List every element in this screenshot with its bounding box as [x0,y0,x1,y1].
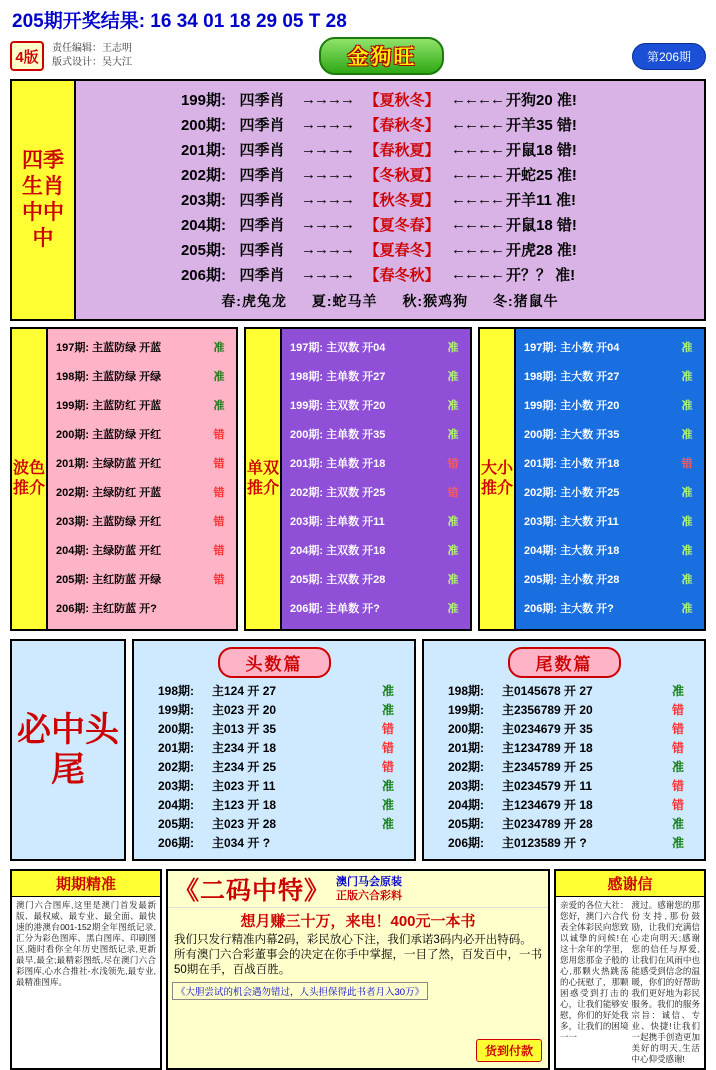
list-item [140,739,408,758]
row-period: 202期: [157,760,194,774]
tip-text: 203期: 主单数 开11 [290,516,385,528]
row-result: 开鼠18 错! [506,142,577,159]
column-oddeven-tips [244,327,472,631]
row-pick: 【夏秋冬】 [364,92,440,109]
tip-text: 205期: 主红防蓝 开绿 [56,574,162,586]
row-value: 主123 开 18 [212,798,277,812]
row-period: 203期: [157,779,194,793]
tip-status: 错 [213,516,225,528]
column-bigsmall-tips [478,327,706,631]
tip-status: 错 [213,458,225,470]
row-result: 开羊11 准! [506,192,577,209]
list-item [430,701,698,720]
row-result: 开狗20 准! [506,92,577,109]
main-rows [76,81,704,319]
ad-middle-official: 正版六合彩料 [336,890,403,902]
list-item [140,758,408,777]
list-item [52,566,232,595]
row-value: 主0145678 开 27 [502,684,593,698]
tip-text: 203期: 主大数 开11 [524,516,619,528]
row-status: 错 [671,779,684,793]
tip-status: 错 [213,545,225,557]
head-tail-section [10,639,706,861]
row-period: 206期: [180,267,226,284]
list-item [286,595,466,624]
list-item [140,777,408,796]
row-value: 主2356789 开 20 [502,703,593,717]
tip-text: 203期: 主蓝防绿 开红 [56,516,162,528]
legend-autumn: 秋:猴鸡狗 [402,293,469,309]
tip-text: 202期: 主小数 开25 [524,487,620,499]
tip-text: 199期: 主小数 开20 [524,400,620,412]
row-pick: 【春冬秋】 [364,267,440,284]
tip-status: 准 [447,516,459,528]
list-item [52,421,232,450]
tip-text: 200期: 主蓝防绿 开红 [56,429,162,441]
list-item [140,815,408,834]
head-tail-side-title [10,639,126,861]
forecast-row [76,187,704,212]
head-tail-side-title-text: 必中头尾 [17,711,119,789]
row-label: 四季肖 [239,142,285,159]
tip-text: 204期: 主绿防蓝 开红 [56,545,162,557]
season-legend [76,287,704,317]
row-result: 开？？ 准! [506,267,576,284]
row-value: 主023 开 20 [212,703,277,717]
tip-text: 201期: 主绿防蓝 开红 [56,458,162,470]
row-period: 206期: [157,836,194,850]
bottom-ads [10,869,706,1070]
ad-right-title: 感谢信 [556,871,704,897]
list-item [52,450,232,479]
ad-right-col1: 亲爱的各位大社：您好，澳门六合代表全体彩民向您致以诚挚的问候!在这十余年的学里，您用您那金子般的心,那颗火热跳荡的心抚慰了，那颗困惑受到打击的心，让我们能够安慰，你们的好处我多，让我们的困境一一 [560,900,629,1042]
tip-status: 准 [447,603,459,615]
row-value: 主0123589 开 ? [502,836,587,850]
list-item [286,392,466,421]
row-value: 主0234679 开 35 [502,722,593,736]
tip-status: 准 [213,400,225,412]
list-item [52,537,232,566]
row-arrow-right: ←←←← [451,191,503,208]
ad-right [554,869,706,1070]
row-period: 201期: [180,142,226,159]
ad-left-body: 澳门六合图库,这里是澳门首发最新版、最权威、最专业、最全面、最快速的港澳台001-152期全年图纸记录,汇分为彩色图库、黑白图库、印刷图区,随时看你全年历史图纸记录,更新最早,最全;最精彩图纸,尽在澳门六合彩图库,心水合推社-水浅领先,最专业,最精准图库。 [16,900,156,987]
list-item [286,537,466,566]
row-status: 错 [671,703,684,717]
row-status: 准 [381,684,394,698]
tip-status: 错 [213,487,225,499]
ad-left-title: 期期精准 [12,871,160,897]
row-period: 201期: [157,741,194,755]
ad-middle-header-right [336,875,406,903]
row-label: 四季肖 [239,92,285,109]
row-status: 错 [381,741,394,755]
list-item [520,537,700,566]
tip-text: 206期: 主大数 开? [524,603,614,615]
tip-text: 197期: 主双数 开04 [290,342,386,354]
tip-status: 准 [447,342,459,354]
list-item [286,479,466,508]
row-arrow-left: →→→→ [301,116,353,133]
list-item [520,595,700,624]
row-status: 准 [671,836,684,850]
tip-text: 198期: 主蓝防绿 开绿 [56,371,162,383]
row-result: 开蛇25 准! [506,167,577,184]
row-status: 准 [671,684,684,698]
credit-editor: 责任编辑：王志明 [52,43,132,54]
row-value: 主2345789 开 25 [502,760,593,774]
list-item [286,363,466,392]
tip-text: 198期: 主单数 开27 [290,371,386,383]
tip-status: 准 [681,429,693,441]
row-period: 200期: [180,117,226,134]
forecast-row [76,162,704,187]
row-arrow-right: ←←←← [451,166,503,183]
ad-right-columns [560,900,700,1065]
row-arrow-right: ←←←← [451,216,503,233]
row-value: 主1234679 开 18 [502,798,593,812]
tip-status: 准 [447,400,459,412]
row-period: 199期: [157,703,194,717]
ad-middle-origin: 澳门马会原装 [336,876,403,888]
ad-right-col2: 渡过。感谢您的那份支持,那份鼓励，让我们充满信心走向明天;感谢您的信任与厚爱,让我们在风雨中也能感受到信念的温暖，你们的好帮助我们更好地为彩民服务。我们的服务宗旨：诚信、专业、快捷!让我们一起携手创造更加美好的明天,生活中心仰受感谢! [631,900,700,1064]
list-item [520,363,700,392]
tip-status: 准 [681,574,693,586]
row-label: 四季肖 [239,117,285,134]
column-title-oddeven: 单双推介 [246,329,282,629]
row-value: 主0234579 开 11 [502,779,593,793]
row-period: 200期: [447,722,484,736]
triple-columns [10,327,706,631]
page-number-badge: 4版 [10,41,44,71]
row-pick: 【夏冬春】 [364,217,440,234]
row-period: 204期: [447,798,484,812]
list-item [520,566,700,595]
row-status: 准 [381,703,394,717]
list-item [520,479,700,508]
logo-wrap [140,37,624,75]
row-value: 主0234789 开 28 [502,817,593,831]
tip-text: 200期: 主大数 开35 [524,429,620,441]
list-item [52,392,232,421]
tip-text: 201期: 主小数 开18 [524,458,620,470]
tip-status: 准 [681,516,693,528]
tip-status: 准 [681,487,693,499]
row-period: 202期: [447,760,484,774]
row-status: 错 [381,760,394,774]
ad-middle-body: 我们只发行精准内幕2码，彩民放心下注，我们承诺3码内必开出特码。所有澳门六合彩董事会的决定在你手中掌握，一目了然，百发百中，一书50期在手，百战百胜。 [174,934,542,976]
list-item [430,682,698,701]
tip-status: 准 [681,545,693,557]
row-period: 198期: [157,684,194,698]
list-item [52,508,232,537]
credits [52,42,132,70]
row-label: 四季肖 [239,267,285,284]
list-item [430,739,698,758]
forecast-row [76,137,704,162]
row-arrow-left: →→→→ [301,241,353,258]
ad-middle [166,869,550,1070]
tip-status: 错 [447,458,459,470]
ad-middle-subtitle: 想月赚三十万，来电！400元一本书 [240,913,476,930]
row-arrow-right: ←←←← [451,141,503,158]
tip-text: 202期: 主双数 开25 [290,487,386,499]
tip-status: 错 [213,429,225,441]
main-side-title-text: 四季生肖中中中 [22,149,64,250]
row-result: 开羊35 错! [506,117,577,134]
list-item [286,421,466,450]
tip-text: 198期: 主大数 开27 [524,371,620,383]
list-item [430,758,698,777]
forecast-row [76,237,704,262]
legend-summer: 夏:蛇马羊 [311,293,378,309]
row-period: 201期: [447,741,484,755]
list-item [286,334,466,363]
tip-text: 202期: 主绿防红 开蓝 [56,487,162,499]
top-bar [10,37,706,75]
issue-badge: 第206期 [632,43,706,70]
row-result: 开虎28 准! [506,242,577,259]
column-list-color [48,329,236,629]
forecast-row [76,112,704,137]
list-item [140,834,408,853]
tip-status: 准 [447,429,459,441]
tip-status: 准 [447,574,459,586]
tip-text: 197期: 主蓝防绿 开蓝 [56,342,162,354]
result-headline: 205期开奖结果: 16 34 01 18 29 05 T 28 [12,11,347,32]
row-label: 四季肖 [239,192,285,209]
row-status: 准 [381,779,394,793]
row-arrow-left: →→→→ [301,266,353,283]
row-pick: 【春秋冬】 [364,117,440,134]
row-period: 202期: [180,167,226,184]
row-label: 四季肖 [239,167,285,184]
row-status: 准 [671,760,684,774]
list-item [52,334,232,363]
list-item [430,777,698,796]
list-item [52,595,232,624]
tip-text: 206期: 主单数 开? [290,603,380,615]
legend-spring: 春:虎兔龙 [221,293,287,309]
row-pick: 【秋冬夏】 [364,192,440,209]
row-status [368,834,408,853]
row-period: 199期: [180,92,226,109]
tip-text: 199期: 主蓝防红 开蓝 [56,400,162,412]
column-list-bigsmall [516,329,704,629]
row-arrow-right: ←←←← [451,241,503,258]
row-arrow-left: →→→→ [301,166,353,183]
tip-status: 错 [447,487,459,499]
forecast-row [76,262,704,287]
tip-status: 准 [681,371,693,383]
list-item [52,479,232,508]
list-item [286,508,466,537]
panel-tail-numbers [422,639,706,861]
column-color-tips [10,327,238,631]
row-arrow-left: →→→→ [301,91,353,108]
row-period: 199期: [447,703,484,717]
list-item [140,720,408,739]
row-arrow-right: ←←←← [451,266,503,283]
list-item [286,450,466,479]
row-arrow-right: ←←←← [451,91,503,108]
list-item [430,720,698,739]
tip-status: 错 [213,574,225,586]
tip-status: 准 [447,371,459,383]
forecast-row [76,87,704,112]
list-item [430,796,698,815]
tip-text: 204期: 主大数 开18 [524,545,620,557]
row-value: 主234 开 25 [212,760,277,774]
panel-title-head [140,647,408,678]
row-label: 四季肖 [239,217,285,234]
panel-title-tail [430,647,698,678]
main-side-title [12,81,76,319]
row-period: 198期: [447,684,484,698]
tip-status: 错 [681,458,693,470]
row-pick: 【春秋夏】 [364,142,440,159]
list-item [520,421,700,450]
ad-middle-title: 《二码中特》 [174,877,331,905]
list-item [520,334,700,363]
tip-text: 205期: 主小数 开28 [524,574,620,586]
row-value: 主234 开 18 [212,741,277,755]
forecast-row [76,212,704,237]
row-arrow-left: →→→→ [301,141,353,158]
list-item [52,363,232,392]
tip-text: 201期: 主单数 开18 [290,458,386,470]
row-status: 错 [671,741,684,755]
column-list-oddeven [282,329,470,629]
list-item [430,834,698,853]
row-value: 主013 开 35 [212,722,277,736]
row-period: 200期: [157,722,194,736]
main-forecast-block [10,79,706,321]
row-period: 204期: [157,798,194,812]
row-status: 错 [671,722,684,736]
row-pick: 【夏春冬】 [364,242,440,259]
panel-title-tail-text: 尾数篇 [508,647,621,678]
row-period: 206期: [447,836,484,850]
tip-text: 200期: 主单数 开35 [290,429,386,441]
column-title-bigsmall: 大小推介 [480,329,516,629]
list-item [520,392,700,421]
tip-text: 206期: 主红防蓝 开? [56,603,157,615]
row-status: 准 [381,798,394,812]
row-status: 错 [671,798,684,812]
row-value: 主124 开 27 [212,684,277,698]
ad-middle-header [168,871,548,908]
row-value: 主1234789 开 18 [502,741,593,755]
row-value: 主023 开 11 [212,779,276,793]
row-period: 203期: [180,192,226,209]
row-period: 205期: [180,242,226,259]
tip-text: 199期: 主双数 开20 [290,400,386,412]
row-value: 主023 开 28 [212,817,277,831]
row-period: 205期: [157,817,194,831]
cash-on-delivery-badge[interactable]: 货到付款 [476,1039,542,1062]
brand-logo: 金狗旺 [319,37,444,75]
row-arrow-left: →→→→ [301,216,353,233]
row-status: 准 [381,817,394,831]
tip-status: 准 [447,545,459,557]
list-item [430,815,698,834]
list-item [140,701,408,720]
tip-text: 205期: 主双数 开28 [290,574,386,586]
row-status: 准 [671,817,684,831]
row-status: 错 [381,722,394,736]
panel-head-numbers [132,639,416,861]
row-result: 开鼠18 错! [506,217,577,234]
list-item [520,508,700,537]
tip-status: 准 [681,342,693,354]
ad-left [10,869,162,1070]
list-item [286,566,466,595]
list-item [140,796,408,815]
list-item [140,682,408,701]
credit-designer: 版式设计：吴大江 [52,57,132,68]
tip-status: 准 [213,342,225,354]
tip-text: 197期: 主小数 开04 [524,342,620,354]
list-item [520,450,700,479]
row-label: 四季肖 [239,242,285,259]
tip-text: 204期: 主双数 开18 [290,545,386,557]
tip-status: 准 [681,603,693,615]
ad-middle-note: 《大胆尝试的机会遇勿错过，人头担保得此书者月入30万》 [172,982,428,1000]
row-pick: 【冬秋夏】 [364,167,440,184]
ad-right-body [556,897,704,1068]
row-period: 205期: [447,817,484,831]
tip-status: 准 [213,371,225,383]
row-period: 203期: [447,779,484,793]
tip-status: 准 [681,400,693,412]
legend-winter: 冬:猪鼠牛 [493,293,559,309]
row-value: 主034 开 ? [212,836,271,850]
row-arrow-right: ←←←← [451,116,503,133]
row-period: 204期: [180,217,226,234]
row-arrow-left: →→→→ [301,191,353,208]
panel-title-head-text: 头数篇 [218,647,331,678]
column-title-color: 波色推介 [12,329,48,629]
